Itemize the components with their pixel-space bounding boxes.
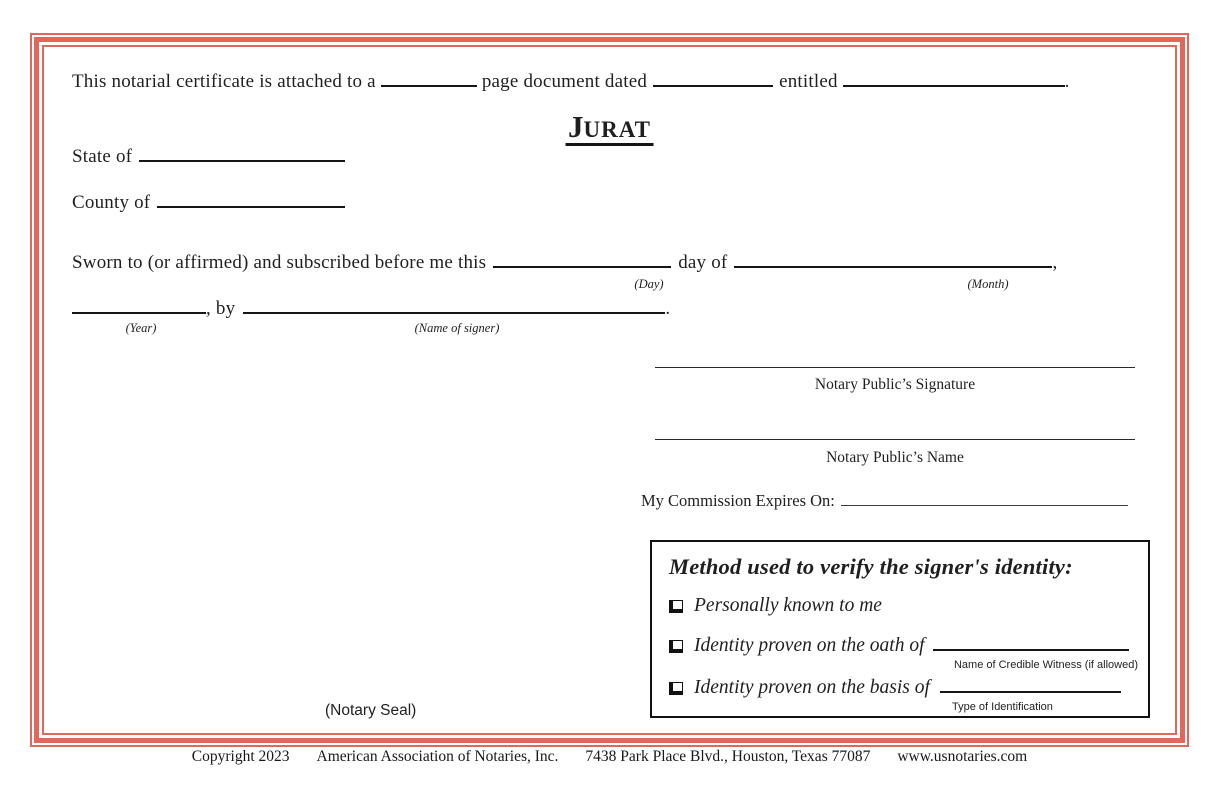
sworn-line-2 bbox=[72, 298, 670, 320]
page-count-blank[interactable] bbox=[381, 73, 477, 87]
page-title bbox=[565, 111, 654, 146]
footer-website: www.usnotaries.com bbox=[897, 748, 1028, 765]
option-identification bbox=[669, 677, 1135, 699]
identification-type-blank[interactable] bbox=[940, 679, 1121, 693]
attachment-period: . bbox=[1064, 71, 1070, 92]
state-label: State of bbox=[72, 146, 133, 167]
notary-name-line[interactable] bbox=[655, 439, 1135, 440]
option-personally-known-label: Personally known to me bbox=[694, 595, 882, 616]
state-of-row bbox=[72, 146, 345, 168]
year-hint: (Year) bbox=[125, 321, 157, 335]
document-date-blank[interactable] bbox=[653, 73, 773, 87]
document-title-blank[interactable] bbox=[843, 73, 1065, 87]
sworn-comma: , bbox=[1052, 252, 1058, 273]
commission-label: My Commission Expires On: bbox=[641, 491, 835, 510]
notary-name-label: Notary Public’s Name bbox=[826, 449, 964, 466]
identity-method-title: Method used to verify the signer's identity: bbox=[669, 554, 1073, 579]
sworn-text-3: , by bbox=[206, 298, 236, 319]
checkbox-personally-known[interactable] bbox=[669, 600, 683, 613]
month-blank[interactable] bbox=[734, 254, 1052, 268]
option-personally-known bbox=[669, 595, 882, 617]
signer-name-blank[interactable] bbox=[243, 300, 665, 314]
sworn-period: . bbox=[665, 298, 671, 319]
county-blank[interactable] bbox=[157, 194, 345, 208]
month-hint: (Month) bbox=[967, 277, 1009, 291]
footer bbox=[0, 748, 1219, 766]
attachment-text-1: This notarial certificate is attached to a bbox=[72, 71, 376, 92]
footer-address: 7438 Park Place Blvd., Houston, Texas 77087 bbox=[585, 748, 871, 765]
state-blank[interactable] bbox=[139, 148, 345, 162]
checkbox-identification[interactable] bbox=[669, 682, 683, 695]
day-hint: (Day) bbox=[634, 277, 664, 291]
attachment-line bbox=[72, 71, 1070, 93]
footer-copyright: Copyright 2023 bbox=[191, 748, 290, 765]
notary-signature-label: Notary Public’s Signature bbox=[814, 376, 976, 393]
option-identification-label: Identity proven on the basis of bbox=[694, 677, 930, 698]
sworn-line-1 bbox=[72, 252, 1057, 274]
day-blank[interactable] bbox=[493, 254, 671, 268]
credible-witness-hint: Name of Credible Witness (if allowed) bbox=[953, 659, 1138, 671]
sworn-text-2: day of bbox=[678, 252, 728, 273]
option-oath-label: Identity proven on the oath of bbox=[694, 635, 925, 656]
title-initial: J bbox=[568, 109, 584, 144]
footer-organization: American Association of Notaries, Inc. bbox=[316, 748, 559, 765]
notary-seal-label: (Notary Seal) bbox=[325, 702, 417, 719]
commission-row bbox=[641, 491, 1128, 511]
signer-hint: (Name of signer) bbox=[414, 321, 500, 335]
attachment-text-2: page document dated bbox=[481, 71, 648, 92]
title-rest: URAT bbox=[583, 117, 651, 142]
commission-date-blank[interactable] bbox=[841, 492, 1128, 506]
identity-method-box bbox=[650, 540, 1150, 718]
credible-witness-blank[interactable] bbox=[933, 637, 1129, 651]
option-oath bbox=[669, 635, 1135, 657]
notary-signature-line[interactable] bbox=[655, 367, 1135, 368]
county-of-row bbox=[72, 192, 345, 214]
sworn-text-1: Sworn to (or affirmed) and subscribed before me this bbox=[72, 252, 487, 273]
identification-type-hint: Type of Identification bbox=[952, 701, 1053, 713]
year-blank[interactable] bbox=[72, 300, 206, 314]
county-label: County of bbox=[72, 192, 151, 213]
attachment-text-3: entitled bbox=[779, 71, 838, 92]
checkbox-oath[interactable] bbox=[669, 640, 683, 653]
